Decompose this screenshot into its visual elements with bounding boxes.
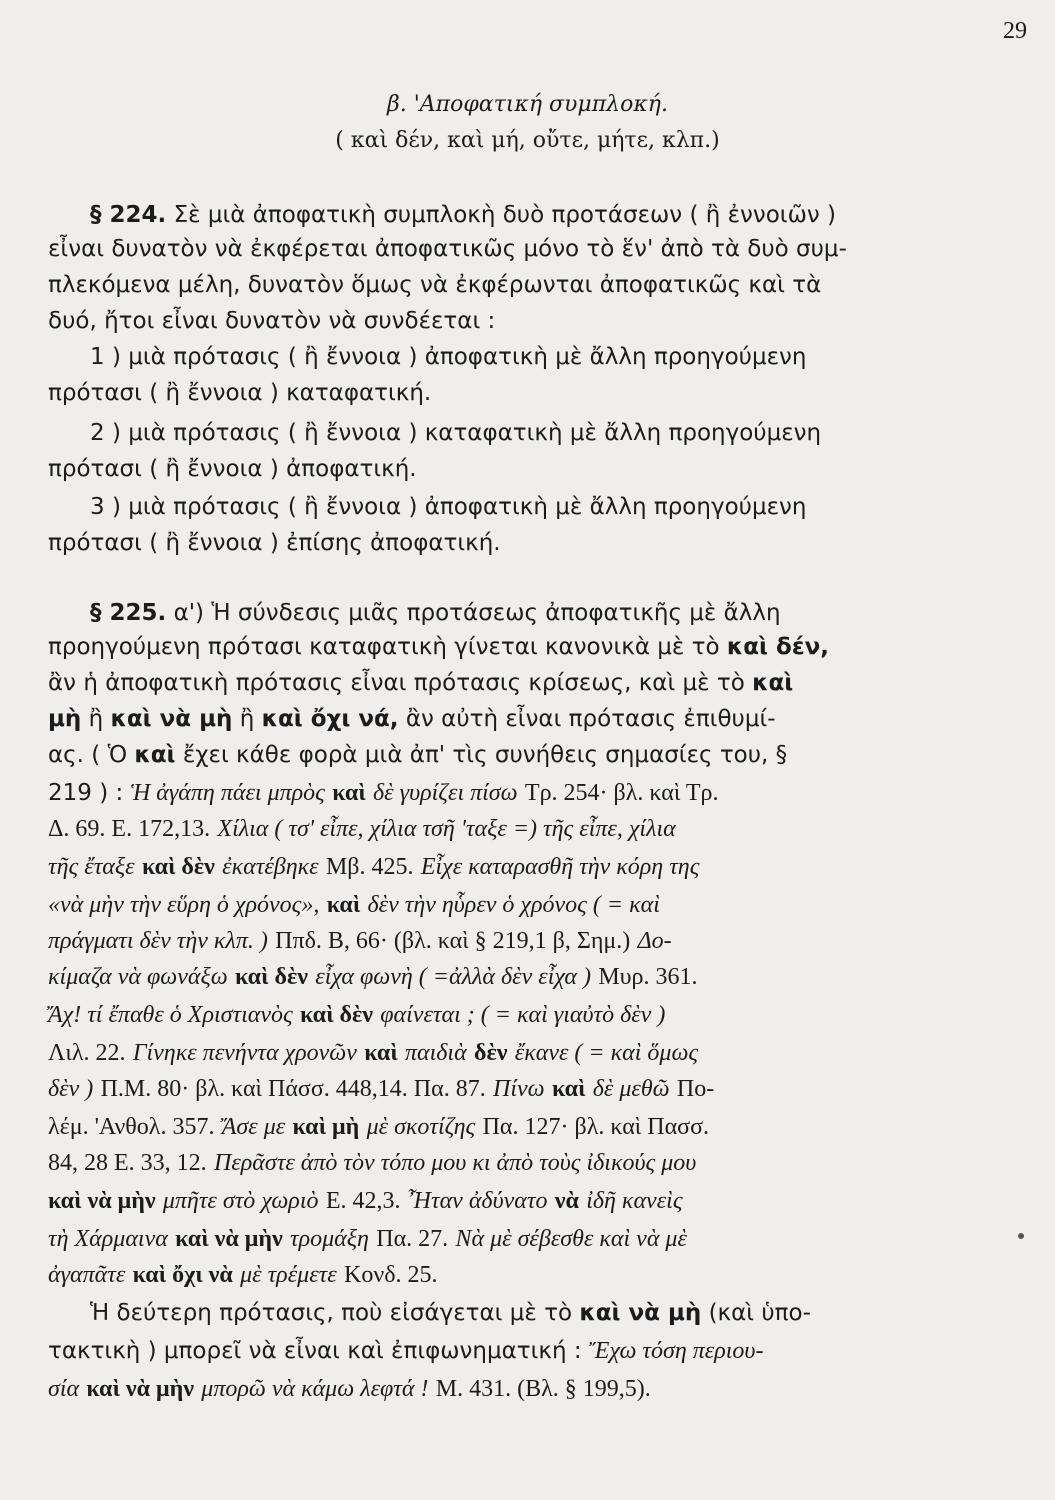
list-item-cont: πρότασι ( ἢ ἔννοια ) ἐπίσης ἀποφατική.	[48, 530, 501, 556]
paragraph-225-line: Δ. 69. Ε. 172,13. Χίλια ( τσ' εἶπε, χίλια τσῆ 'ταξε =) τῆς εἶπε, χίλια	[48, 816, 676, 842]
paragraph-225-line: λέμ. 'Ανθολ. 357. Ἄσε με καὶ μὴ μὲ σκοτίζης Πα. 127· βλ. καὶ Πασσ.	[48, 1114, 710, 1140]
paragraph-225-line: 219 ) : Ἡ ἀγάπη πάει μπρὸς καὶ δὲ γυρίζει πίσω Τρ. 254· βλ. καὶ Τρ.	[48, 780, 719, 806]
paragraph-225-line: κίμαζα νὰ φωνάξω καὶ δὲν εἶχα φωνὴ ( =ἀλλὰ δὲν εἶχα ) Μυρ. 361.	[48, 964, 698, 990]
paragraph-225-line: πράγματι δὲν τὴν κλπ. ) Ππδ. Β, 66· (βλ. καὶ § 219,1 β, Σημ.) Δο-	[48, 928, 672, 954]
list-item: 1 ) μιὰ πρότασις ( ἢ ἔννοια ) ἀποφατικὴ μὲ ἄλλη προηγούμενη	[90, 344, 807, 370]
list-item-cont: πρότασι ( ἢ ἔννοια ) καταφατική.	[48, 380, 432, 406]
paragraph-225-line: τὴ Χάρμαινα καὶ νὰ μὴν τρομάξη Πα. 27. Νὰ μὲ σέβεσθε καὶ νὰ μὲ	[48, 1226, 687, 1252]
paragraph-224-line: πλεκόμενα μέλη, δυνατὸν ὅμως νὰ ἐκφέρωνται ἀποφατικῶς καὶ τὰ	[48, 272, 822, 298]
paragraph-225-line: τῆς ἔταξε καὶ δὲν ἐκατέβηκε Μβ. 425. Εἶχε καταρασθῆ τὴν κόρη της	[48, 854, 700, 880]
page-number: 29	[1003, 18, 1027, 44]
paragraph-number: § 224.	[90, 202, 167, 228]
paragraph-224-line: εἶναι δυνατὸν νὰ ἐκφέρεται ἀποφατικῶς μόνο τὸ ἕν' ἀπὸ τὰ δυὸ συμ-	[48, 236, 847, 262]
paragraph-225-line: μὴ ἢ καὶ νὰ μὴ ἢ καὶ ὄχι νά, ἂν αὐτὴ εἶναι πρότασις ἐπιθυμί-	[48, 706, 776, 732]
paragraph-224-line: § 224. Σὲ μιὰ ἀποφατικὴ συμπλοκὴ δυὸ προτάσεων ( ἢ ἐννοιῶν )	[90, 202, 836, 228]
paragraph-225-line: δὲν ) Π.Μ. 80· βλ. καὶ Πάσσ. 448,14. Πα. 87. Πίνω καὶ δὲ μεθῶ Πο-	[48, 1076, 715, 1102]
paragraph-225-line: Ἄχ! τί ἔπαθε ὁ Χριστιανὸς καὶ δὲν φαίνεται ; ( = καὶ γιαὐτὸ δὲν )	[48, 1002, 666, 1028]
list-item-cont: πρότασι ( ἢ ἔννοια ) ἀποφατική.	[48, 456, 417, 482]
paragraph-225-line: ἂν ἡ ἀποφατικὴ πρότασις εἶναι πρότασις κρίσεως, καὶ μὲ τὸ καὶ	[48, 670, 794, 696]
section-subtitle: ( καὶ δέν, καὶ μή, οὔτε, μήτε, κλπ.)	[335, 128, 720, 153]
paragraph-225-line: σία καὶ νὰ μὴν μπορῶ νὰ κάμω λεφτά ! Μ. 431. (Βλ. § 199,5).	[48, 1376, 651, 1402]
paragraph-225-line: Λιλ. 22. Γίνηκε πενήντα χρονῶν καὶ παιδιὰ δὲν ἔκανε ( = καὶ ὅμως	[48, 1040, 699, 1066]
list-item: 2 ) μιὰ πρότασις ( ἢ ἔννοια ) καταφατικὴ μὲ ἄλλη προηγούμενη	[90, 420, 822, 446]
section-title: β. 'Αποφατική συμπλοκή.	[387, 92, 668, 117]
paragraph-224-line: δυό, ἤτοι εἶναι δυνατὸν νὰ συνδέεται :	[48, 308, 496, 334]
paragraph-225-line: ας. ( Ὁ καὶ ἔχει κάθε φορὰ μιὰ ἀπ' τὶς συνήθεις σημασίες του, §	[48, 742, 788, 768]
paragraph-225-line: ἀγαπᾶτε καὶ ὄχι νὰ μὲ τρέμετε Κονδ. 25.	[48, 1262, 438, 1288]
paragraph-225-line: προηγούμενη πρότασι καταφατικὴ γίνεται κανονικὰ μὲ τὸ καὶ δέν,	[48, 634, 830, 660]
paragraph-225-line: καὶ νὰ μὴν μπῆτε στὸ χωριὸ Ε. 42,3. Ἦταν ἀδύνατο νὰ ἰδῆ κανεὶς	[48, 1188, 683, 1214]
paragraph-225-line: § 225. α') Ἡ σύνδεσις μιᾶς προτάσεως ἀποφατικῆς μὲ ἄλλη	[90, 600, 781, 626]
paragraph-225-line: Ἡ δεύτερη πρότασις, ποὺ εἰσάγεται μὲ τὸ καὶ νὰ μὴ (καὶ ὑπο-	[90, 1300, 811, 1326]
paragraph-225-line: «νὰ μὴν τὴν εὕρη ὁ χρόνος», καὶ δὲν τὴν ηὗρεν ὁ χρόνος ( = καὶ	[48, 892, 660, 918]
paragraph-225-line: τακτικὴ ) μπορεῖ νὰ εἶναι καὶ ἐπιφωνηματική : Ἔχω τόση περιου-	[48, 1338, 764, 1364]
paragraph-225-line: 84, 28 Ε. 33, 12. Περᾶστε ἀπὸ τὸν τόπο μου κι ἀπὸ τοὺς ἰδικούς μου	[48, 1150, 697, 1176]
ink-spot	[1018, 1233, 1024, 1239]
paragraph-number: § 225.	[90, 600, 167, 626]
list-item: 3 ) μιὰ πρότασις ( ἢ ἔννοια ) ἀποφατικὴ μὲ ἄλλη προηγούμενη	[90, 494, 807, 520]
